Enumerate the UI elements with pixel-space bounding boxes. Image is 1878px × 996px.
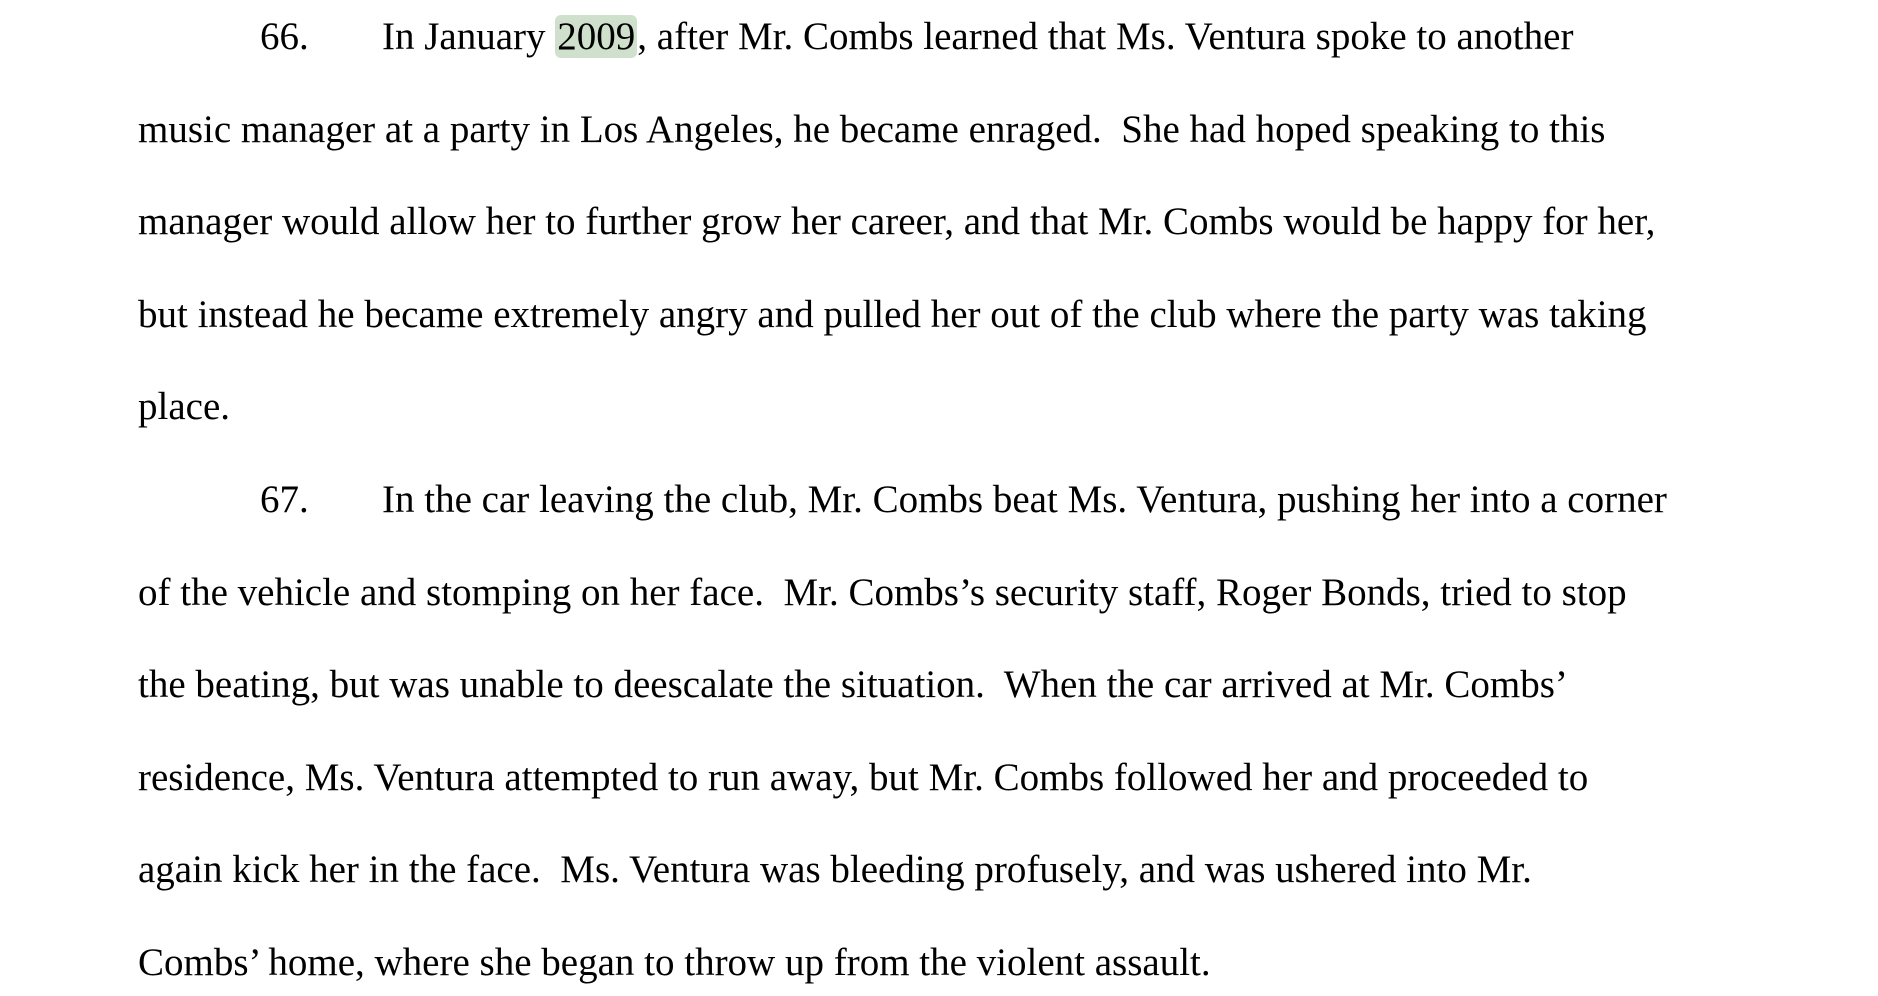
paragraph-number: 67. [260, 478, 309, 521]
text-line: again kick her in the face. Ms. Ventura was bleeding profusely, and was ushered into Mr. [138, 848, 1532, 891]
text-line: manager would allow her to further grow her career, and that Mr. Combs would be happy for her, [138, 200, 1656, 243]
paragraph-number: 66. [260, 15, 309, 58]
highlighted-year[interactable]: 2009 [557, 15, 636, 58]
paragraph-66-first-line [138, 7, 1573, 67]
text-line: Combs’ home, where she began to throw up from the violent assault. [138, 941, 1211, 984]
text-line: the beating, but was unable to deescalate the situation. When the car arrived at Mr. Combs’ [138, 663, 1568, 706]
text-segment: In the car leaving the club, Mr. Combs beat Ms. Ventura, pushing her into a corner [382, 478, 1667, 521]
text-segment: , after Mr. Combs learned that Ms. Ventura spoke to another [637, 15, 1574, 58]
text-line: place. [138, 385, 231, 428]
text-line: residence, Ms. Ventura attempted to run away, but Mr. Combs followed her and proceeded to [138, 756, 1589, 799]
paragraph-67-first-line [138, 470, 1667, 530]
text-line: but instead he became extremely angry and pulled her out of the club where the party was taking [138, 293, 1647, 336]
text-line: of the vehicle and stomping on her face. Mr. Combs’s security staff, Roger Bonds, tried to stop [138, 571, 1627, 614]
text-segment: In January [382, 15, 556, 58]
text-line: music manager at a party in Los Angeles, he became enraged. She had hoped speaking to this [138, 108, 1606, 151]
